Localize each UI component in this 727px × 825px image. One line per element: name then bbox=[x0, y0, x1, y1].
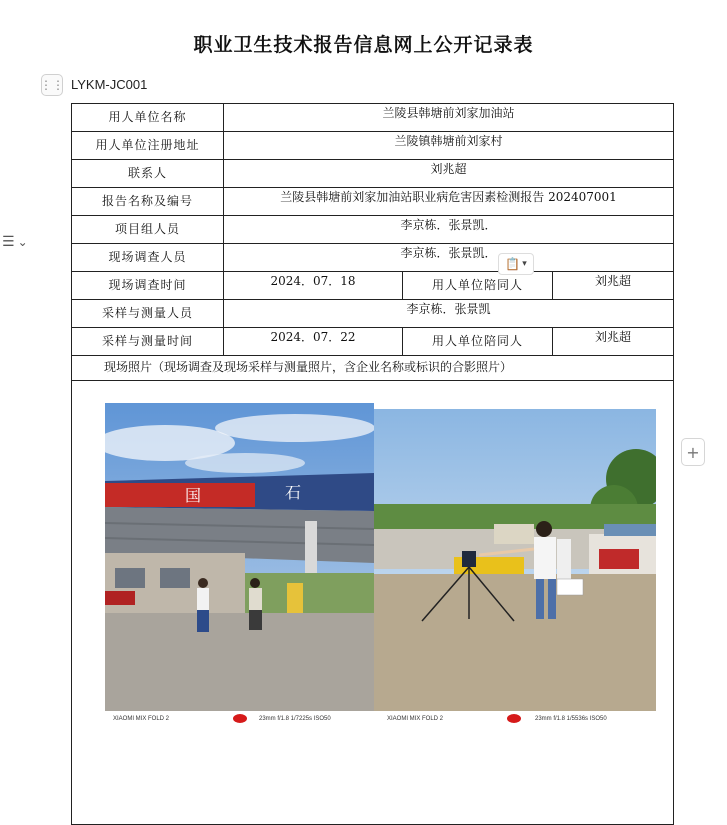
right-photo-device: XIAOMI MIX FOLD 2 bbox=[387, 716, 444, 722]
site-photos bbox=[105, 403, 657, 733]
row-value[interactable]: 李京栋．张景凯 bbox=[224, 300, 674, 328]
record-table bbox=[71, 103, 674, 825]
clipboard-icon: 📋 bbox=[505, 257, 521, 271]
table-row bbox=[72, 356, 674, 381]
row-value[interactable]: 刘兆超 bbox=[553, 272, 674, 300]
row-value[interactable]: 刘兆超 bbox=[553, 328, 674, 356]
chevron-down-icon: ▾ bbox=[522, 259, 527, 269]
table-row bbox=[72, 244, 674, 272]
row-label: 现场调查人员 bbox=[72, 244, 224, 272]
row-label: 用人单位名称 bbox=[72, 104, 224, 132]
table-row bbox=[72, 272, 674, 300]
row-label: 报告名称及编号 bbox=[72, 188, 224, 216]
left-photo-device: XIAOMI MIX FOLD 2 bbox=[113, 716, 170, 722]
table-row bbox=[72, 328, 674, 356]
table-row bbox=[72, 132, 674, 160]
right-photo-exif: 23mm f/1.8 1/5536s ISO50 bbox=[535, 716, 607, 722]
table-row bbox=[72, 300, 674, 328]
table-row bbox=[72, 160, 674, 188]
row-value[interactable]: 兰陵县韩塘前刘家加油站 bbox=[224, 104, 674, 132]
list-icon: ☰ bbox=[2, 234, 15, 250]
photo-header: 现场照片（现场调查及现场采样与测量照片，含企业名称或标识的合影照片） bbox=[72, 356, 674, 381]
photo-cell[interactable] bbox=[72, 381, 674, 825]
page-title: 职业卫生技术报告信息网上公开记录表 bbox=[193, 34, 534, 56]
row-value[interactable]: 刘兆超 bbox=[224, 160, 674, 188]
row-label: 采样与测量时间 bbox=[72, 328, 224, 356]
table-row bbox=[72, 216, 674, 244]
row-value[interactable]: 李京栋．张景凯． bbox=[224, 216, 674, 244]
left-photo-exif: 23mm f/1.8 1/7225s ISO50 bbox=[259, 716, 331, 722]
row-value[interactable]: 李京栋．张景凯． bbox=[224, 244, 674, 272]
row-value[interactable]: 兰陵镇韩塘前刘家村 bbox=[224, 132, 674, 160]
row-label: 用人单位陪同人 bbox=[403, 328, 553, 356]
row-label: 项目组人员 bbox=[72, 216, 224, 244]
paste-button[interactable] bbox=[498, 253, 534, 275]
gas-station-photo bbox=[105, 403, 374, 711]
sampling-photo bbox=[374, 409, 656, 711]
chevron-down-icon: ⌄ bbox=[17, 235, 28, 249]
document-id: LYKM-JC001 bbox=[71, 77, 148, 92]
row-label: 用人单位陪同人 bbox=[403, 272, 553, 300]
plus-icon: + bbox=[686, 442, 700, 462]
table-row bbox=[72, 381, 674, 825]
row-value[interactable]: 2024．07．18 bbox=[224, 272, 403, 300]
svg-text:国: 国 bbox=[185, 486, 202, 505]
table-row bbox=[72, 104, 674, 132]
block-menu-button[interactable] bbox=[2, 231, 36, 253]
add-block-button[interactable] bbox=[681, 438, 705, 466]
row-label: 用人单位注册地址 bbox=[72, 132, 224, 160]
leica-logo-icon bbox=[233, 714, 247, 723]
leica-logo-icon bbox=[507, 714, 521, 723]
svg-text:石: 石 bbox=[285, 483, 302, 502]
drag-handle-icon[interactable]: ⋮⋮ bbox=[41, 74, 63, 96]
row-value[interactable]: 兰陵县韩塘前刘家加油站职业病危害因素检测报告 202407001 bbox=[224, 188, 674, 216]
row-value[interactable]: 2024．07．22 bbox=[224, 328, 403, 356]
row-label: 现场调查时间 bbox=[72, 272, 224, 300]
table-row bbox=[72, 188, 674, 216]
row-label: 采样与测量人员 bbox=[72, 300, 224, 328]
row-label: 联系人 bbox=[72, 160, 224, 188]
